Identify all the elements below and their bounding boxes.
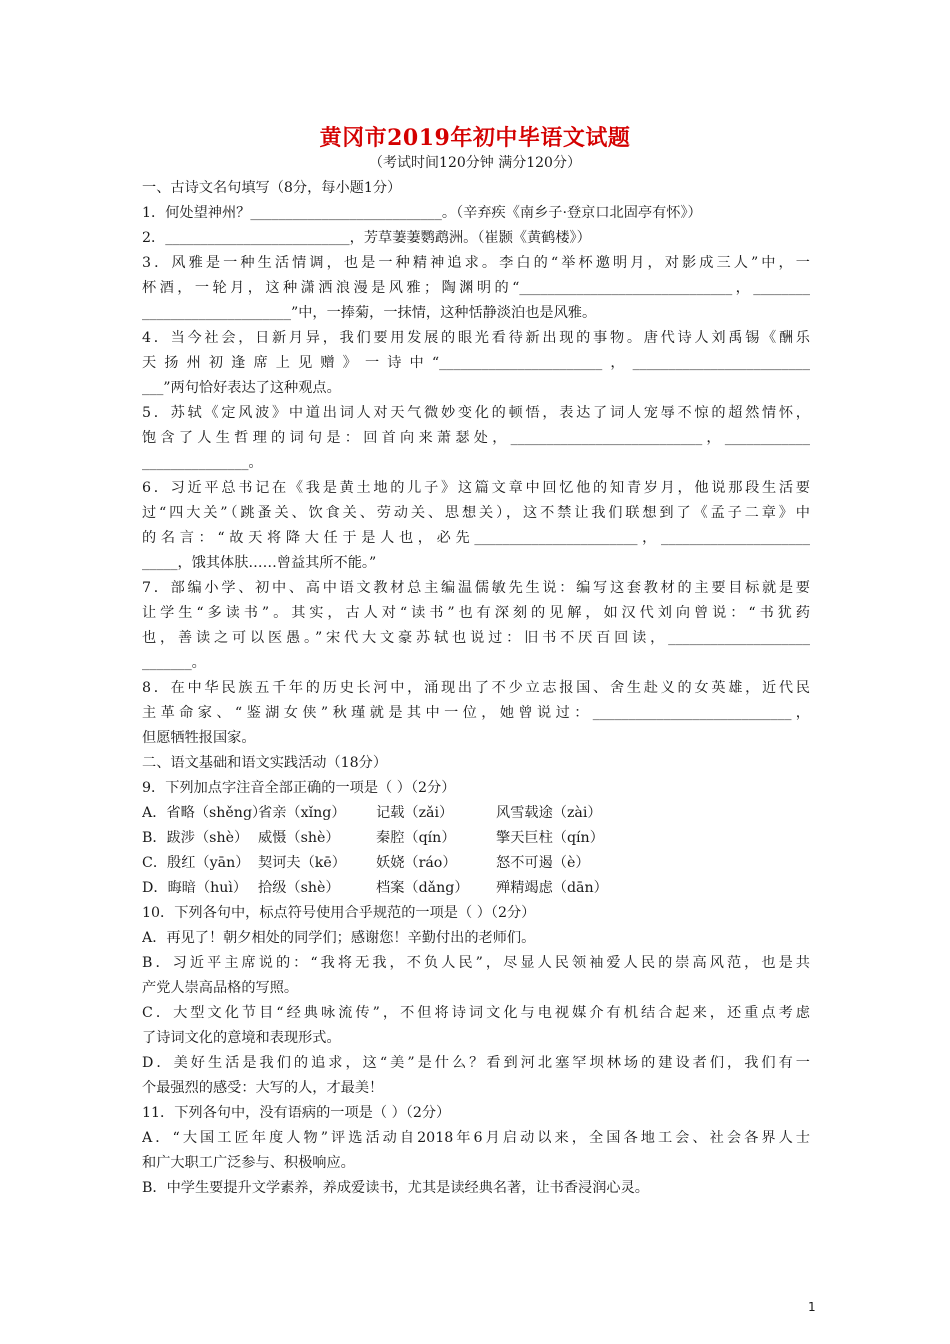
option-cell: D．晦暗（huì） xyxy=(142,880,248,896)
exam-title: 黄冈市2019年初中毕语文试题 xyxy=(319,125,631,151)
option-cell: 记载（zǎi） xyxy=(376,805,454,821)
exam-subtitle: （考试时间120分钟 满分120分） xyxy=(369,155,581,171)
question-line: 杯酒，一轮月，这种潇洒浪漫是风雅；陶渊明的“______________________________，________ xyxy=(142,280,810,296)
option-cell: 省亲（xǐng） xyxy=(258,805,346,821)
question-line: A．再见了！朝夕相处的同学们；感谢您！辛勤付出的老师们。 xyxy=(142,930,536,946)
option-cell: 契诃夫（kē） xyxy=(258,855,346,871)
question-line: B．习近平主席说的：“我将无我，不负人民”，尽显人民领袖爱人民的崇高风范，也是共 xyxy=(142,955,810,971)
question-line: 7．部编小学、初中、高中语文教材总主编温儒敏先生说：编写这套教材的主要目标就是要 xyxy=(142,580,810,596)
question-line: 8．在中华民族五千年的历史长河中，涌现出了不少立志报国、舍生赴义的女英雄，近代民 xyxy=(142,680,810,696)
question-line: C．大型文化节目“经典咏流传”，不但将诗词文化与电视媒介有机结合起来，还重点考虑 xyxy=(142,1005,810,1021)
question-line: _______________。 xyxy=(142,455,263,471)
question-line: 个最强烈的感受：大写的人，才最美！ xyxy=(142,1080,384,1096)
option-row-b xyxy=(142,826,810,851)
section-heading: 二、语文基础和语文实践活动（18分） xyxy=(142,755,388,771)
option-cell: 擎天巨柱（qín） xyxy=(496,830,604,846)
option-cell: 怒不可遏（è） xyxy=(496,855,590,871)
question-line: _______。 xyxy=(142,655,206,671)
question-line: 2．__________________________，芳草萋萋鹦鹉洲。（崔颢《黄鹤楼》） xyxy=(142,230,591,246)
option-row-a xyxy=(142,801,810,826)
question-line: 4．当今社会，日新月异，我们要用发展的眼光看待新出现的事物。唐代诗人刘禹锡《酬乐 xyxy=(142,330,810,346)
option-cell: 妖娆（ráo） xyxy=(376,855,457,871)
option-row-c xyxy=(142,851,810,876)
question-line: 的名言：“故天将降大任于是人也，必先_______________________，_____________________ xyxy=(142,530,810,546)
exam-body xyxy=(142,176,810,1201)
question-line: 3．风雅是一种生活情调，也是一种精神追求。李白的“举杯邀明月，对影成三人”中，一 xyxy=(142,255,810,271)
question-line: 过“四大关”（跳蚤关、饮食关、劳动关、思想关），这不禁让我们联想到了《孟子二章》中 xyxy=(142,505,810,521)
option-cell: B．跋涉（shè） xyxy=(142,830,249,846)
question-line: 主革命家、“鉴湖女侠”秋瑾就是其中一位，她曾说过：____________________________， xyxy=(142,705,810,721)
question-line: 让学生“多读书”。其实，古人对“读书”也有深刻的见解，如汉代刘向曾说：“书犹药 xyxy=(142,605,810,621)
question-line: 5．苏轼《定风波》中道出词人对天气微妙变化的顿悟，表达了词人宠辱不惊的超然情怀， xyxy=(142,405,810,421)
question-line: 天扬州初逢席上见赠》一诗中“_______________________，_________________________ xyxy=(142,355,810,371)
page-number: 1 xyxy=(808,1300,816,1314)
option-cell: A．省略（shěng） xyxy=(142,805,267,821)
question-line: 了诗词文化的意境和表现形式。 xyxy=(142,1030,341,1046)
question-line: 10．下列各句中，标点符号使用合乎规范的一项是（ ）（2分） xyxy=(142,905,536,921)
option-cell: 档案（dǎng） xyxy=(376,880,469,896)
question-line: 但愿牺牲报国家。 xyxy=(142,730,256,746)
option-cell: C．殷红（yān） xyxy=(142,855,250,871)
option-cell: 殚精竭虑（dān） xyxy=(496,880,608,896)
option-cell: 威慑（shè） xyxy=(258,830,340,846)
question-line: ___”两句恰好表达了这种观点。 xyxy=(142,380,341,396)
option-row-d xyxy=(142,876,810,901)
question-line: 饱含了人生哲理的词句是：回首向来萧瑟处，___________________________，____________ xyxy=(142,430,810,446)
question-line: A．“大国工匠年度人物”评选活动自2018年6月启动以来，全国各地工会、社会各界人士 xyxy=(142,1130,810,1146)
question-line: _____，饿其体肤……曾益其所不能。” xyxy=(142,555,377,571)
question-line: _____________________”中，一捧菊，一抹情，这种恬静淡泊也是风雅。 xyxy=(142,305,597,321)
option-cell: 拾级（shè） xyxy=(258,880,340,896)
question-line: D．美好生活是我们的追求，这“美”是什么？看到河北塞罕坝林场的建设者们，我们有一 xyxy=(142,1055,810,1071)
question-line: 产党人崇高品格的写照。 xyxy=(142,980,299,996)
question-line: 和广大职工广泛参与、积极响应。 xyxy=(142,1155,355,1171)
question-line: 11．下列各句中，没有语病的一项是（ ）（2分） xyxy=(142,1105,451,1121)
option-cell: 风雪载途（zài） xyxy=(496,805,602,821)
question-line: 也，善读之可以医愚。”宋代大文豪苏轼也说过：旧书不厌百回读，____________________ xyxy=(142,630,810,646)
question-line: 9．下列加点字注音全部正确的一项是（ ）（2分） xyxy=(142,780,456,796)
section-heading: 一、古诗文名句填写（8分，每小题1分） xyxy=(142,180,402,196)
question-line: 6．习近平总书记在《我是黄土地的儿子》这篇文章中回忆他的知青岁月，他说那段生活要 xyxy=(142,480,810,496)
option-cell: 秦腔（qín） xyxy=(376,830,456,846)
question-line: B．中学生要提升文学素养，养成爱读书，尤其是读经典名著，让书香浸润心灵。 xyxy=(142,1180,649,1196)
question-line: 1．何处望神州？___________________________。（辛弃疾《南乡子·登京口北固亭有怀》） xyxy=(142,205,702,221)
